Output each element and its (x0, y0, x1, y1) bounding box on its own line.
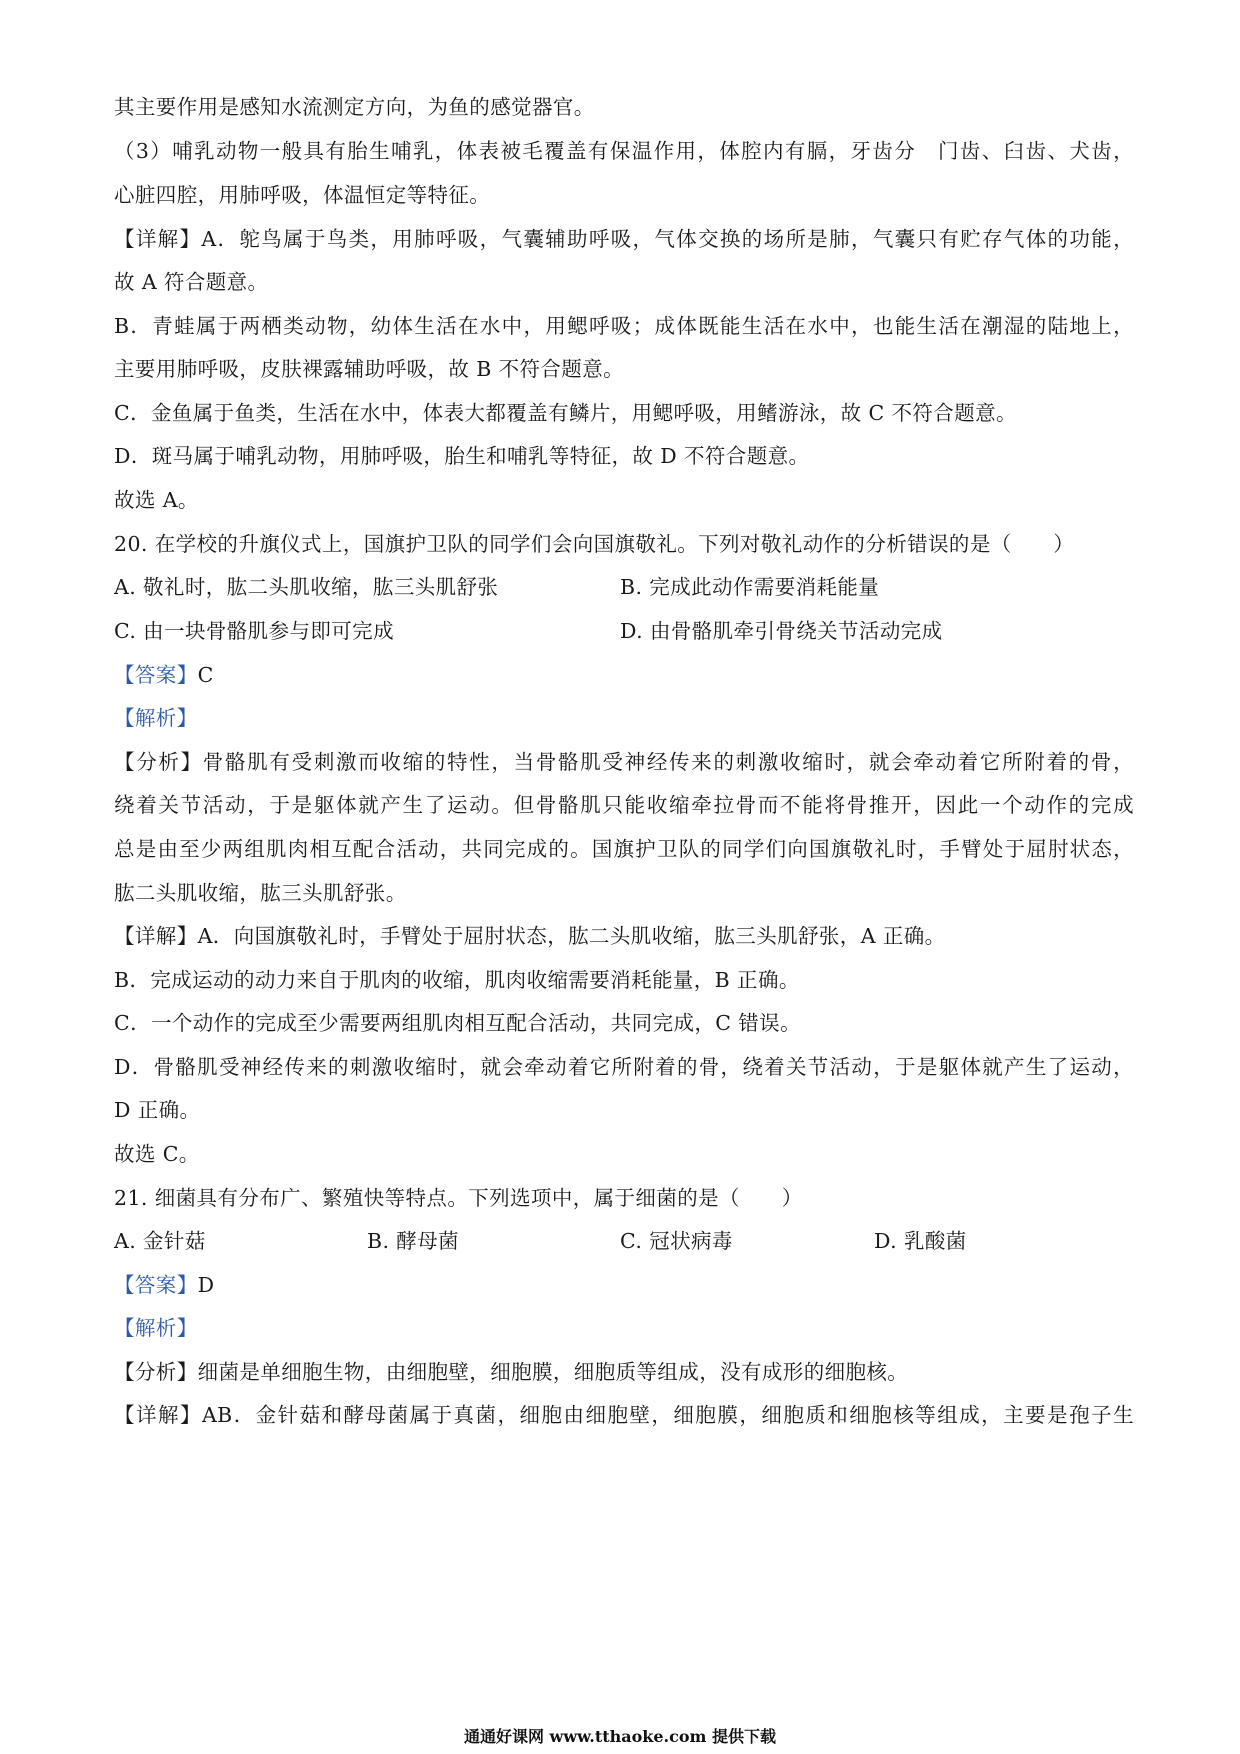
page-footer: 通通好课网 www.tthaoke.com 提供下载 (463, 1727, 777, 1746)
answer-value: D (197, 1273, 215, 1297)
detail-line: B．完成运动的动力来自于肌肉的收缩，肌肉收缩需要消耗能量，B 正确。 (114, 968, 800, 992)
question-21-analysis-label: 【解析】 (114, 1316, 198, 1340)
answer-label: 【答案】 (114, 1273, 198, 1297)
paragraph-line: 故 A 符合题意。 (114, 270, 269, 294)
analysis-line: 【分析】骨骼肌有受刺激而收缩的特性，当骨骼肌受神经传来的刺激收缩时，就会牵动着它所附着的骨， (114, 750, 1134, 774)
paragraph-line: （3）哺乳动物一般具有胎生哺乳，体表被毛覆盖有保温作用，体腔内有膈，牙齿分 门齿、臼齿、犬齿， (114, 139, 1134, 163)
answer-label: 【答案】 (114, 663, 198, 687)
question-21-option-b: B. 酵母菌 (367, 1229, 459, 1253)
analysis-line: 总是由至少两组肌肉相互配合活动，共同完成的。国旗护卫队的同学们向国旗敬礼时，手臂处于屈肘状态， (114, 837, 1134, 861)
question-21-option-c: C. 冠状病毒 (620, 1229, 733, 1253)
detail-line: 【详解】AB．金针菇和酵母菌属于真菌，细胞由细胞壁，细胞膜，细胞质和细胞核等组成，主要是孢子生 (114, 1403, 1134, 1427)
analysis-line: 肱二头肌收缩，肱三头肌舒张。 (114, 881, 407, 905)
paragraph-line: B．青蛙属于两栖类动物，幼体生活在水中，用鳃呼吸；成体既能生活在水中，也能生活在潮湿的陆地上， (114, 314, 1134, 338)
conclusion-line: 故选 C。 (114, 1142, 200, 1166)
detail-line: 【详解】A．向国旗敬礼时，手臂处于屈肘状态，肱二头肌收缩，肱三头肌舒张，A 正确。 (114, 924, 946, 948)
paragraph-line: 心脏四腔，用肺呼吸，体温恒定等特征。 (114, 183, 491, 207)
analysis-line: 绕着关节活动，于是躯体就产生了运动。但骨骼肌只能收缩牵拉骨而不能将骨推开，因此一个动作的完成 (114, 793, 1134, 817)
detail-line: C．一个动作的完成至少需要两组肌肉相互配合活动，共同完成，C 错误。 (114, 1011, 801, 1035)
question-20-option-a: A. 敬礼时，肱二头肌收缩，肱三头肌舒张 (114, 575, 499, 599)
question-21-answer (114, 1270, 1134, 1300)
question-20-stem: 20. 在学校的升旗仪式上，国旗护卫队的同学们会向国旗敬礼。下列对敬礼动作的分析错误的是（ ） (114, 532, 1075, 556)
answer-value: C (197, 663, 214, 687)
question-20-answer (114, 660, 1134, 690)
paragraph-line: C．金鱼属于鱼类，生活在水中，体表大都覆盖有鳞片，用鳃呼吸，用鳍游泳，故 C 不符合题意。 (114, 401, 1017, 425)
paragraph-line: 主要用肺呼吸，皮肤裸露辅助呼吸，故 B 不符合题意。 (114, 357, 624, 381)
detail-line: 【详解】A．鸵鸟属于鸟类，用肺呼吸，气囊辅助呼吸，气体交换的场所是肺，气囊只有贮存气体的功能， (114, 227, 1134, 251)
question-20-option-c: C. 由一块骨骼肌参与即可完成 (114, 619, 394, 643)
analysis-line: 【分析】细菌是单细胞生物，由细胞壁，细胞膜，细胞质等组成，没有成形的细胞核。 (114, 1360, 909, 1384)
question-21-option-a: A. 金针菇 (114, 1229, 206, 1253)
paragraph-line: 其主要作用是感知水流测定方向，为鱼的感觉器官。 (114, 95, 595, 119)
question-21-stem: 21. 细菌具有分布广、繁殖快等特点。下列选项中，属于细菌的是（ ） (114, 1186, 803, 1210)
conclusion-line: 故选 A。 (114, 488, 199, 512)
question-20-analysis-label: 【解析】 (114, 706, 198, 730)
question-21-option-d: D. 乳酸菌 (874, 1229, 967, 1253)
question-20-option-b: B. 完成此动作需要消耗能量 (620, 575, 880, 599)
detail-line: D 正确。 (114, 1098, 201, 1122)
detail-line: D．骨骼肌受神经传来的刺激收缩时，就会牵动着它所附着的骨，绕着关节活动，于是躯体就产生了运动， (114, 1055, 1134, 1079)
question-20-option-d: D. 由骨骼肌牵引骨绕关节活动完成 (620, 619, 943, 643)
paragraph-line: D．斑马属于哺乳动物，用肺呼吸，胎生和哺乳等特征，故 D 不符合题意。 (114, 444, 810, 468)
